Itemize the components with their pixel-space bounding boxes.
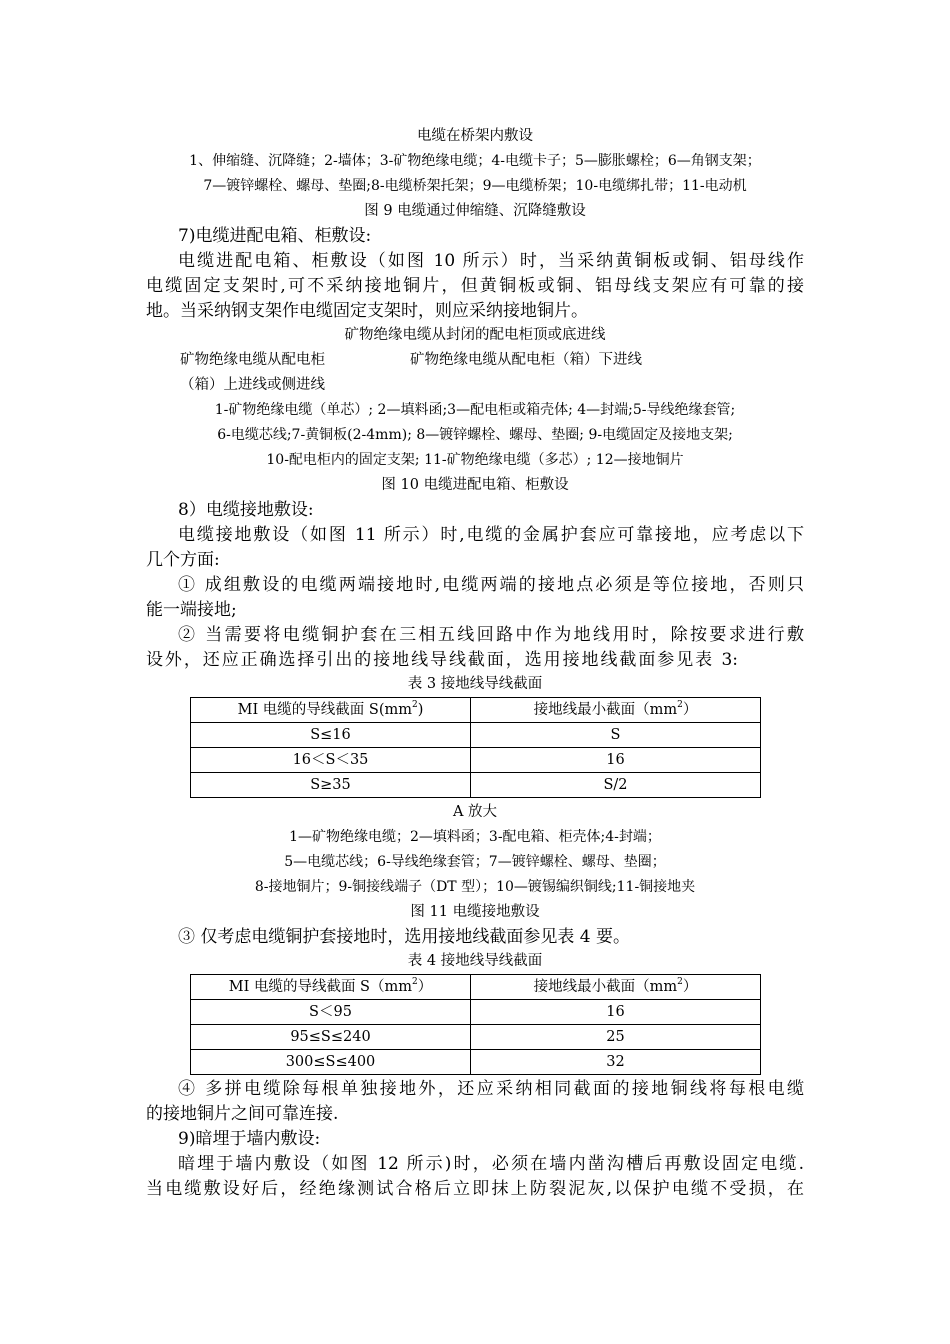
table4-cell: 95≤S≤240 — [191, 1025, 471, 1050]
table3-cell: S — [471, 723, 761, 748]
sec7-heading: 7)电缆进配电箱、柜敷设: — [178, 226, 372, 246]
table3-cell: S/2 — [471, 773, 761, 798]
table3-cell: 16 — [471, 748, 761, 773]
table3-cell: S≥35 — [191, 773, 471, 798]
fig9-title: 电缆在桥架内敷设 — [417, 128, 533, 144]
sec8-paragraph1-line1: 电缆接地敷设（如图 11 所示）时,电缆的金属护套应可靠接地，应考虑以下 — [178, 525, 804, 545]
fig10-legend-line1: 1-矿物绝缘电缆（单芯）; 2—填料函;3—配电柜或箱壳体; 4—封端;5-导线绝缘套管; — [214, 402, 736, 418]
fig10-label-left-line1: 矿物绝缘电缆从配电柜 — [180, 352, 325, 368]
table4-cell: S＜95 — [191, 1000, 471, 1025]
table3 — [190, 697, 761, 798]
fig11-legend-line2: 5—电缆芯线；6-导线绝缘套管；7—镀锌螺栓、螺母、垫圈； — [284, 854, 666, 870]
sec9-paragraph-line1: 暗埋于墙内敷设（如图 12 所示)时，必须在墙内凿沟槽后再敷设固定电缆. — [178, 1154, 804, 1174]
sec8-item4-line1: ④ 多拼电缆除每根单独接地外，还应采纳相同截面的接地铜线将每根电缆 — [178, 1079, 804, 1099]
sec8-item4-line2: 的接地铜片之间可靠连接. — [146, 1104, 339, 1124]
table4-cell: 25 — [471, 1025, 761, 1050]
sec8-item1-line2: 能一端接地; — [146, 600, 237, 620]
table4 — [190, 974, 761, 1075]
table-row — [191, 748, 761, 773]
fig9-legend-line1: 1、伸缩缝、沉降缝；2-墙体；3-矿物绝缘电缆；4-电缆卡子；5—膨胀螺栓；6—角钢支架； — [189, 153, 761, 169]
table3-header-left: MI 电缆的导线截面 $S(mm^2)$ — [191, 698, 471, 723]
sec8-item2-line2: 设外，还应正确选择引出的接地线导线截面，选用接地线截面参见表 3: — [146, 650, 738, 670]
sec7-paragraph-line2: 电缆固定支架时,可不采纳接地铜片，但黄铜板或铜、铝母线支架应有可靠的接 — [146, 276, 804, 296]
table4-caption: 表 4 接地线导线截面 — [407, 953, 543, 969]
table4-header-right: 接地线最小截面$(mm^2)$ — [471, 975, 761, 1000]
table4-header-row — [191, 975, 761, 1000]
sec8-item3: ③ 仅考虑电缆铜护套接地时，选用接地线截面参见表 4 要。 — [178, 927, 631, 947]
table-row — [191, 1050, 761, 1075]
table4-header-left: MI 电缆的导线截面 $S(mm^2)$ — [191, 975, 471, 1000]
fig11-legend-line1: 1—矿物绝缘电缆；2—填料函；3-配电箱、柜壳体;4-封端； — [289, 829, 661, 845]
table3-header-right: 接地线最小截面$(mm^2)$ — [471, 698, 761, 723]
table4-cell: 16 — [471, 1000, 761, 1025]
fig10-label-right: 矿物绝缘电缆从配电柜（箱）下进线 — [410, 352, 642, 368]
sec9-heading: 9)暗埋于墙内敷设: — [178, 1129, 321, 1149]
table-row — [191, 1025, 761, 1050]
table-row — [191, 723, 761, 748]
sec8-heading: 8）电缆接地敷设: — [178, 500, 314, 520]
table-row — [191, 773, 761, 798]
fig10-label-left-line2: （箱）上进线或侧进线 — [180, 377, 325, 393]
sec8-paragraph1-line2: 几个方面: — [146, 550, 220, 570]
table-row — [191, 1000, 761, 1025]
sec7-paragraph-line3: 地。当采纳钢支架作电缆固定支架时，则应采纳接地铜片。 — [146, 301, 588, 321]
table3-cell: S≤16 — [191, 723, 471, 748]
sec8-item2-line1: ② 当需要将电缆铜护套在三相五线回路中作为地线用时，除按要求进行敷 — [178, 625, 804, 645]
table3-caption: 表 3 接地线导线截面 — [407, 676, 543, 692]
fig9-legend-line2: 7—镀锌螺栓、螺母、垫圈;8-电缆桥架托架；9—电缆桥架；10-电缆绑扎带；11-电动机 — [203, 178, 747, 194]
table4-cell: 32 — [471, 1050, 761, 1075]
fig10-legend-line2: 6-电缆芯线;7-黄铜板(2-4mm); 8—镀锌螺栓、螺母、垫圈; 9-电缆固定及接地支架; — [217, 427, 733, 443]
fig11-caption: 图 11 电缆接地敷设 — [410, 904, 540, 920]
fig11-zoom-label: A 放大 — [452, 804, 498, 820]
table3-header-row — [191, 698, 761, 723]
table3-cell: 16＜S＜35 — [191, 748, 471, 773]
fig10-legend-line3: 10-配电柜内的固定支架; 11-矿物绝缘电缆（多芯）; 12—接地铜片 — [266, 452, 684, 468]
sec8-item1-line1: ① 成组敷设的电缆两端接地时,电缆两端的接地点必须是等位接地，否则只 — [178, 575, 804, 595]
fig9-caption: 图 9 电缆通过伸缩缝、沉降缝敷设 — [364, 203, 586, 219]
sec9-paragraph-line2: 当电缆敷设好后，经绝缘测试合格后立即抹上防裂泥灰,以保护电缆不受损，在 — [146, 1179, 804, 1199]
table4-cell: 300≤S≤400 — [191, 1050, 471, 1075]
fig10-caption: 图 10 电缆进配电箱、柜敷设 — [381, 477, 569, 493]
sec7-paragraph-line1: 电缆进配电箱、柜敷设（如图 10 所示）时，当采纳黄铜板或铜、铝母线作 — [178, 251, 804, 271]
fig10-label-center: 矿物绝缘电缆从封闭的配电柜顶或底进线 — [344, 327, 606, 343]
fig11-legend-line3: 8-接地铜片；9-铜接线端子（DT 型）；10—镀锡编织铜线;11-铜接地夹 — [254, 879, 696, 895]
